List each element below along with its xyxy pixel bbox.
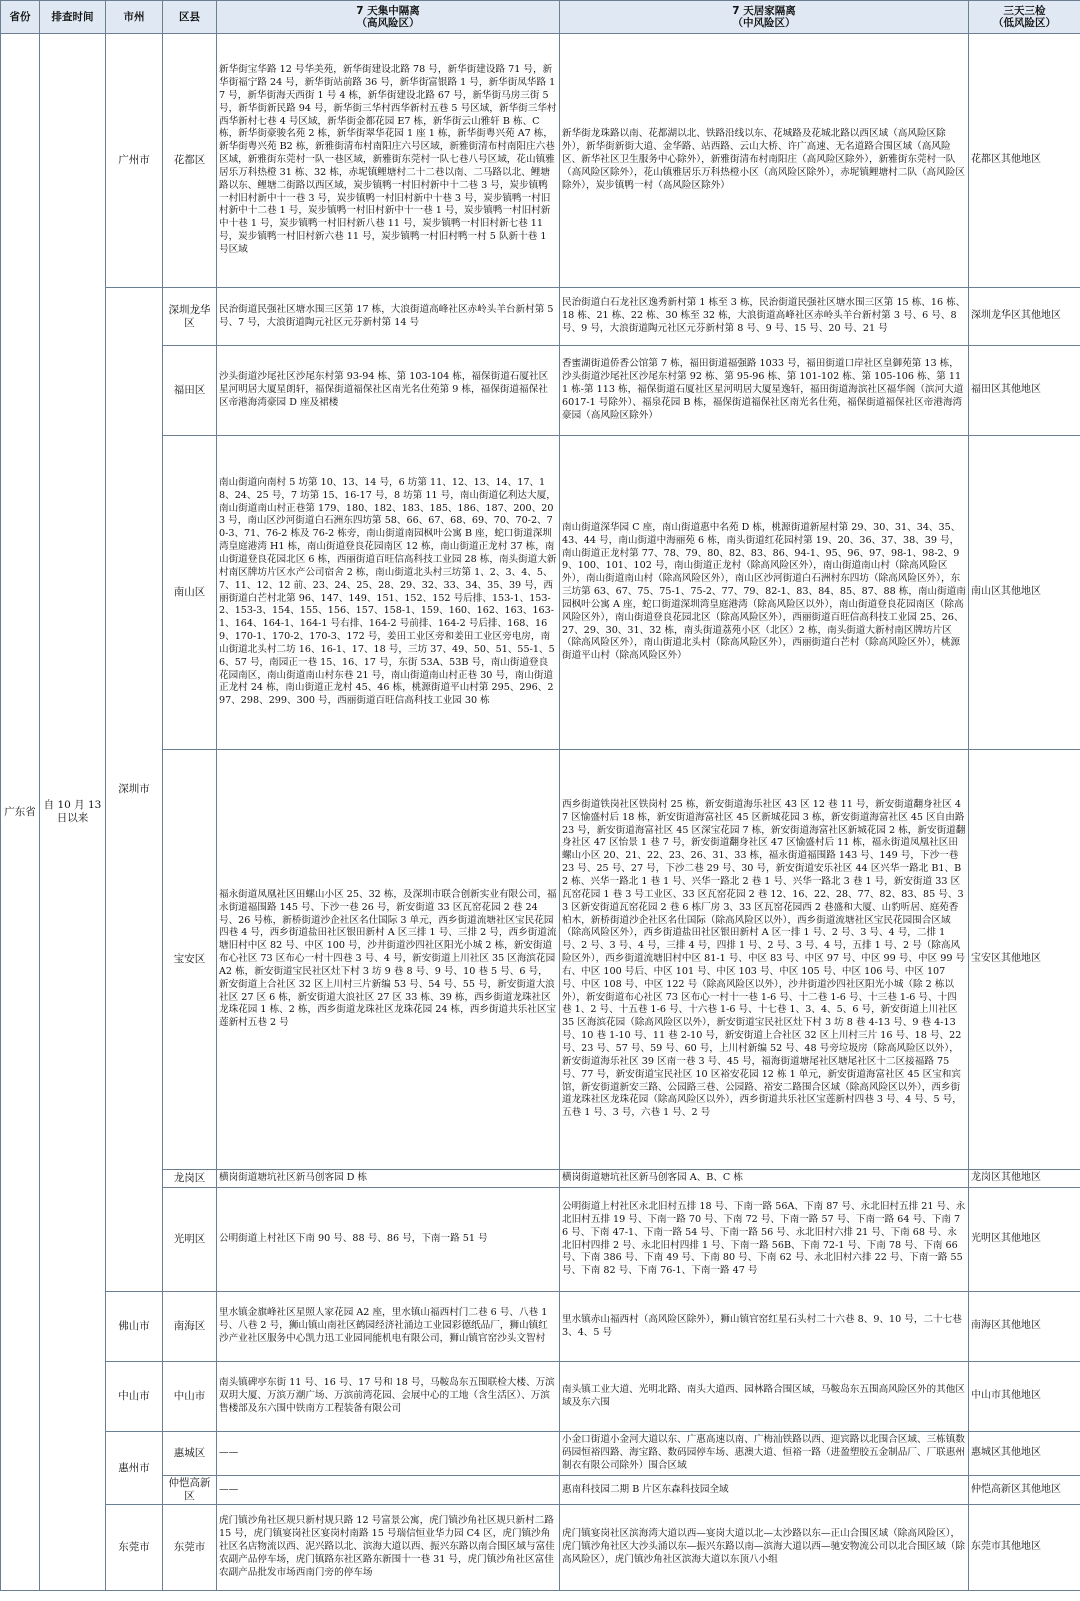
high-risk-cell: 横岗街道塘坑社区新马创客园 D 栋 (217, 1170, 560, 1188)
low-risk-cell: 南山区其他地区 (969, 436, 1080, 750)
low-risk-cell: 南海区其他地区 (969, 1292, 1080, 1362)
high-risk-cell: 里水镇金旗峰社区星照人家花园 A2 座，里水镇山福西村门二巷 6 号、八巷 1 号、八巷 2 号，狮山镇山南社区鹤园经济社涌边工业园彩德纸品厂，狮山镇红沙产业社区服务中心凯力迅工业园同能机电有限公司，狮山镇官窑沙头文智村 (217, 1292, 560, 1362)
district-cell: 福田区 (163, 346, 217, 436)
high-risk-cell: 沙头街道沙尾社区沙尾东村第 93-94 栋、第 103-104 栋，福保街道石厦社区星河明居大厦星朗轩，福保街道福保社区南光名仕苑第 9 栋，福保街道福保社区帝港海湾豪园 D 座及裙楼 (217, 346, 560, 436)
mid-risk-cell: 新华街龙珠路以南、花都湖以北、铁路沿线以东、花城路及花城北路以西区域（高风险区除外），新华街新街大道、金华路、站西路、云山大桥、许广高速、无名道路合围区域（高风险区、新华社区卫生服务中心除外），新雅街清布村南阳庄（高风险区除外），新雅街东莞村一队（高风险区除外），花山镇雅居乐万科热橙小区（高风险区除外），赤坭镇鲤塘村二队（高风险区除外），炭步镇鸭一村（高风险区除外） (560, 34, 969, 288)
header-high-risk: 7 天集中隔离 （高风险区） (217, 1, 560, 34)
high-risk-cell: 新华街宝华路 12 号华美苑，新华街建设北路 78 号，新华街建设路 71 号，新华街福宁路 24 号，新华街站前路 36 号，新华街富银路 1 号，新华街凤华路 17 号，新华街海天西街 1 号 4 栋，新华街建设北路 67 号，新华街马房三街 5 号，新华街新民路 94 号，新华街三华村西华新村五巷 5 号区域，新华街三华村西华新村七巷 4 号区域，新华街金都花园 E7 栋，新华街云山雅轩 B 栋、C 栋，新华街豪骏名苑 2 栋，新华街翠华花园 1 座 1 栋，新华街粤兴苑 A7 栋，新华街粤兴苑 B2 栋，新雅街清布村南阳庄六号区域，新雅街清布村南阳庄六巷区域，新雅街东莞村一队一巷区域，新雅街东莞村一队七巷八号区域，花山镇雅居乐万科热橙 31 栋、32 栋，赤坭镇鲤塘村二十二巷以南、二马路以北、鲤塘路以东、鲤塘二街路以西区域，炭步镇鸭一村旧村新中十二巷 3 号，炭步镇鸭一村旧村新中十一巷 3 号，炭步镇鸭一村旧村新中十巷 3 号，炭步镇鸭一村旧村新中十二巷 1 号，炭步镇鸭一村旧村新中十一巷 1 号，炭步镇鸭一村旧村新中十巷 1 号，炭步镇鸭一村旧村新八巷 11 号，炭步镇鸭一村旧村新七巷 11 号，炭步镇鸭一村旧村新六巷 11 号，炭步镇鸭一村旧村鸭一村 5 队新十巷 1 号区域 (217, 34, 560, 288)
district-cell: 东莞市 (163, 1505, 217, 1591)
mid-risk-cell: 香蜜湖街道侨香公馆第 7 栋，福田街道福强路 1033 号，福田街道口岸社区皇御苑第 13 栋，沙头街道沙尾社区沙尾东村第 92 栋、第 95-96 栋、第 101-102 栋、第 105-106 栋、第 111 栋-第 113 栋，福保街道石厦社区星河明居大厦星逸轩，福田街道海滨社区福华阁（滨河大道 6017-1 号除外）、福泉花园 B 栋，福保街道福保社区南光名仕苑，福保街道福保社区帝港海湾豪园（高风险区除外） (560, 346, 969, 436)
header-mid-risk: 7 天居家隔离 （中风险区） (560, 1, 969, 34)
district-cell: 花都区 (163, 34, 217, 288)
mid-risk-cell: 民治街道白石龙社区逸秀新村第 1 栋至 3 栋，民治街道民强社区塘水围三区第 15 栋、16 栋、18 栋、21 栋、22 栋、30 栋至 32 栋，大浪街道高峰社区赤岭头羊台新村第 3 号、6 号、8 号、9 号，大浪街道陶元社区元芬新村第 8 号、9 号、15 号、20 号、21 号 (560, 288, 969, 346)
mid-risk-cell: 西乡街道铁岗社区铁岗村 25 栋，新安街道海乐社区 43 区 12 巷 11 号，新安街道翻身社区 47 区愉盛村后 18 栋，新安街道海富社区 45 区新城花园 3 栋，新安街道海富社区 45 区自由路 23 号，新安街道海富社区 45 区深宝花园 7 栋，新安街道海富社区新城花园 2 栋，新安街道翻身社区 47 区怡景 1 巷 7 号，新安街道翻身社区 47 区愉盛村后 11 栋，福永街道凤凰社区田螺山小区 20、21、22、23、26、31、33 栋，福永街道福围路 143 号、149 号，下沙一巷 23 号、25 号、27 号，下沙二巷 29 号、30 号，新安街道安乐社区 44 区兴华一路北 B1、B2 栋、兴华一路北 1 巷 1 号、兴华一路北 2 巷 1 号、兴华一路北 3 巷 1 号，新安街道 33 区瓦窑花园 1 巷 3 号工业区、33 区瓦窑花园 2 巷 12、16、22、28、77、82、83、85 号、33 区新安街道瓦窑花园 2 巷 6 栋厂房 3、33 区瓦窑花园西 2 巷盛和大厦、山豹听居、庭苑香柏木，新桥街道沙企社区名仕国际（除高风险区以外），西乡街道流塘社区宝民花园围合区域（除高风险区外），西乡街道盐田社区银田新村 A 区一排 1 号、2 号、3 号、4 号，二排 1 号、2 号、3 号、4 号，三排 4 号，四排 1 号、2 号、3 号、4 号，五排 1 号、2 号（除高风险区外），西乡街道流塘旧村中区 81-1 号、中区 83 号、中区 97 号、中区 99 号、中区 99 号右、中区 100 号后、中区 101 号、中区 103 号、中区 105 号、中区 106 号、中区 107 号、中区 108 号、中区 122 号（除高风险区以外），沙井街道沙四社区阳光小城（除 2 栋以外），新安街道布心社区 73 区布心一村十一巷 1-6 号、十二巷 1-6 号、十三巷 1-6 号、十四巷 1、2 号、十五巷 1-6 号、十六巷 1-6 号、十七巷 1、3、4、5、6 号，新安街道上川社区 35 区海滨花园（除高风险区以外），新安街道宝民社区灶下村 3 坊 8 巷 4-13 号、9 巷 4-13 号、10 巷 1-10 号、11 巷 2-10 号，新安街道上合社区 32 区上川村三片 16 号、18 号、22 号、23 号、57 号、59 号、60 号，上川村新编 52 号、48 号旁垃圾房（除高风险区以外），新安街道海乐社区 39 区南一巷 3 号、45 号，福海街道塘尾社区塘尾社区十二区接福路 75 号、77 号，新安街道宝民社区 10 区裕安花园 12 栋 1 单元，新安街道海富社区 45 区宝和宾馆，新安街道新安三路、公园路三巷、公园路、裕安二路围合区域（除高风险区以外），西乡街道龙珠社区龙珠花园（除高风险区以外），西乡街道共乐社区宝莲新村四巷 3 号、4 号、5 号，五巷 1 号、3 号，六巷 1 号、2 号 (560, 750, 969, 1170)
city-cell: 惠州市 (106, 1432, 163, 1505)
table-row (1, 1292, 1080, 1362)
city-cell: 深圳市 (106, 288, 163, 1292)
district-cell: 南山区 (163, 436, 217, 750)
table-row (1, 1188, 1080, 1292)
mid-risk-cell: 横岗街道塘坑社区新马创客园 A、B、C 栋 (560, 1170, 969, 1188)
low-risk-cell: 福田区其他地区 (969, 346, 1080, 436)
province-cell: 广东省 (1, 34, 40, 1591)
table-row (1, 1505, 1080, 1591)
city-cell: 中山市 (106, 1362, 163, 1432)
table-row (1, 1170, 1080, 1188)
district-cell: 深圳龙华区 (163, 288, 217, 346)
mid-risk-cell: 里水镇赤山福西村（高风险区除外），狮山镇官窑红星石头村二十六巷 8、9、10 号，二十七巷 3、4、5 号 (560, 1292, 969, 1362)
high-risk-cell: 虎门镇沙角社区规只新村规只路 12 号富景公寓，虎门镇沙角社区规只新村二路 15 号，虎门镇宴岗社区宴岗村南路 15 号瑞信恒业华力园 C4 区，虎门镇沙角社区名店物流以西、泥兴路以北、滨海大道以西、振兴东路以南合围区域与富佳农副产品停车场，虎门镇路东社区路东新围十一巷 31 号，虎门镇沙角社区富佳农副产品批发市场西南门旁的停车场 (217, 1505, 560, 1591)
high-risk-cell: 福永街道凤凰社区田螺山小区 25、32 栋，及深圳市联合创新实业有限公司，福永街道福围路 145 号、下沙一巷 26 号，新安街道 33 区瓦窑花园 2 巷 24 号、26 号栋，新桥街道沙企社区名仕国际 3 单元，西乡街道流塘社区宝民花园四巷 4 号，西乡街道盐田社区银田新村 A 区三排 1 号、三排 2 号，西乡街道流塘旧村中区 82 号、中区 100 号，沙井街道沙四社区阳光小城 2 栋，新安街道布心社区 73 区布心一村十四巷 3 号、4 号，新安街道上川社区 35 区海滨花园 A2 栋，新安街道宝民社区灶下村 3 坊 9 巷 8 号、9 号、10 巷 5 号、6 号，新安街道上合社区 32 区上川村三片新编 53 号、54 号、55 号，新安街道大浪社区 27 区 6 栋，新安街道大浪社区 27 区 33 栋、39 栋，西乡街道龙珠社区龙珠花园 1 栋、2 栋，西乡街道龙珠社区龙珠花园 24 栋，西乡街道共乐社区宝莲新村五巷 2 号 (217, 750, 560, 1170)
low-risk-cell: 龙岗区其他地区 (969, 1170, 1080, 1188)
city-cell: 广州市 (106, 34, 163, 288)
mid-risk-cell: 南山街道深华园 C 座，南山街道惠中名苑 D 栋，桃源街道新屋村第 29、30、31、34、35、43、44 号，南山街道中海丽苑 6 栋，南头街道红花园村第 19、20、36、37、38、39 号，南山街道正龙村第 77、78、79、80、82、83、86、94-1、95、96、97、98-1、98-2、99、100、101、102 号，南山街道正龙村（除高风险区外），南山街道南山村（除高风险区外），南山街道南山村（除高风险区外），南山区沙河街道白石洲村东四坊（除高风险区外），东三坊第 63、67、75、75-1、75-2、77、79、82-1、83、84、85、87、88 栋，南山街道南园枫叶公寓 A 座，蛇口街道深圳湾皇庭港湾（除高风险区以外），南山街道登良花园南区（除高风险区外），南山街道登良花园北区（除高风险区外），西丽街道百旺信高科技工业园 25、26、27、29、30、31、32 栋，南头街道荔苑小区（北区）2 栋，南头街道大新村南区牌坊片区（除高风险区外），南山街道北头村（除高风险区外），西丽街道白芒村（除高风险区外），桃源街道平山村（除高风险区外） (560, 436, 969, 750)
mid-risk-cell: 公明街道上村社区永北旧村五排 18 号、下南一路 56A、下南 87 号、永北旧村五排 21 号、永北旧村五排 19 号、下南一路 70 号、下南 72 号、下南一路 57 号、下南一路 64 号、下南 76 号、下南 47-1、下南一路 54 号、下南一路 56 号、永北旧村六排 21 号、下南 68 号、永北旧村四排 2 号、永北旧村四排 1 号、下南一路 56B、下南 72-1 号、下南 78 号、下南 66 号、下南 386 号、下南 49 号、下南 80 号、下南 62 号、永北旧村六排 22 号、下南一路 55 号、下南 82 号、下南 76-1、下南一路 47 号 (560, 1188, 969, 1292)
table-row (1, 1362, 1080, 1432)
city-cell: 东莞市 (106, 1505, 163, 1591)
high-risk-cell: 民治街道民强社区塘水围三区第 17 栋，大浪街道高峰社区赤岭头羊台新村第 5 号、7 号，大浪街道陶元社区元芬新村第 14 号 (217, 288, 560, 346)
high-risk-cell: 南山街道向南村 5 坊第 10、13、14 号，6 坊第 11、12、13、14、17、18、24、25 号，7 坊第 15、16-17 号，8 坊第 11 号，南山街道亿利达大厦，南山街道南山村正巷第 179、180、182、183、185、186、187、200、203 号，南山区沙河街道白石洲东四坊第 58、66、67、68、69、70、70-2、70-3、71、76-2 栋及 76-2 栋旁，南山街道南园枫叶公寓 B 座，蛇口街道深圳湾皇庭港湾 H1 栋，南山街道登良花园南区 12 栋，南山街道正龙村 37 栋，南山街道登良花园北区 6 栋，西丽街道百旺信高科技工业园 28 栋，南头街道大新村南区牌坊片区水产公司宿舍 2 栋，南山街道北头村三坊第 1、2、3、4、5、7、11、12、12 前、23、24、25、28、29、32、33、34、35、39 号，西丽街道白芒村北第 96、147、149、151、152、152 号后排、153-1、153-2、153-3、154、155、156、157、158-1、159、160、162、163、163-1、164、164-1、164-1 号右排、164-2 号前排、164-2 号后排、168、169、170-1、170-2、170-3、172 号，姜田工业区旁和姜田工业区旁电房，南山街道北头村二坊 16、16-1、17、18 号，三坊 37、49、50、51、55-1、56、57 号，南园正一巷 15、16、17 号，东街 53A、53B 号，南山街道登良花园南区，南山街道南山村东巷 21 号，南山街道南山村正巷 30 号，南山街道正龙村 24 栋，南山街道正龙村 45、46 栋，桃源街道平山村第 295、296、297、298、299、300 号，西丽街道百旺信高科技工业园 30 栋 (217, 436, 560, 750)
low-risk-cell: 深圳龙华区其他地区 (969, 288, 1080, 346)
district-cell: 宝安区 (163, 750, 217, 1170)
table-row (1, 436, 1080, 750)
table-row (1, 346, 1080, 436)
table-row (1, 34, 1080, 288)
low-risk-cell: 惠城区其他地区 (969, 1432, 1080, 1476)
low-risk-cell: 仲恺高新区其他地区 (969, 1476, 1080, 1505)
district-cell: 光明区 (163, 1188, 217, 1292)
high-risk-cell: 南头镇碑亭东街 11 号、16 号、17 号和 18 号，马鞍岛东五围联检大楼、万滨双玥大厦、万滨万潮广场、万滨前湾花园、会展中心的工地（含生活区）、万滨售楼部及东六围中铁南方工程装备有限公司 (217, 1362, 560, 1432)
low-risk-cell: 中山市其他地区 (969, 1362, 1080, 1432)
mid-risk-cell: 南头镇工业大道、光明北路、南头大道西、园林路合围区域，马鞍岛东五围高风险区外的其他区域及东六围 (560, 1362, 969, 1432)
header-district: 区县 (163, 1, 217, 34)
header-time: 排查时间 (40, 1, 106, 34)
table-row (1, 1432, 1080, 1476)
district-cell: 仲恺高新区 (163, 1476, 217, 1505)
high-risk-cell: —— (217, 1476, 560, 1505)
mid-risk-cell: 虎门镇宴岗社区滨海湾大道以西—宴岗大道以北—太沙路以东—正山合围区域（除高风险区），虎门镇沙角社区大沙头涌以东—振兴东路以南—滨海大道以西—驰安物流公司以北合围区域（除高风险区），虎门镇沙角社区滨海大道以东顶八小组 (560, 1505, 969, 1591)
high-risk-cell: —— (217, 1432, 560, 1476)
district-cell: 龙岗区 (163, 1170, 217, 1188)
district-cell: 中山市 (163, 1362, 217, 1432)
table-row (1, 750, 1080, 1170)
header-city: 市州 (106, 1, 163, 34)
low-risk-cell: 光明区其他地区 (969, 1188, 1080, 1292)
header-low-risk: 三天三检 （低风险区） (969, 1, 1080, 34)
low-risk-cell: 花都区其他地区 (969, 34, 1080, 288)
header-province: 省份 (1, 1, 40, 34)
mid-risk-cell: 小金口街道小金河大道以东、广惠高速以南、广梅汕铁路以西、迎宾路以北围合区域、三栋镇数码园恒裕四路、海宝路、数码园停车场、惠澳大道、恒裕一路（进盈塑胶五金制品厂、厂联惠州制衣有限公司除外）围合区域 (560, 1432, 969, 1476)
mid-risk-cell: 惠南科技园二期 B 片区东森科技园全域 (560, 1476, 969, 1505)
high-risk-cell: 公明街道上村社区下南 90 号、88 号、86 号，下南一路 51 号 (217, 1188, 560, 1292)
low-risk-cell: 宝安区其他地区 (969, 750, 1080, 1170)
table-row (1, 288, 1080, 346)
low-risk-cell: 东莞市其他地区 (969, 1505, 1080, 1591)
district-cell: 惠城区 (163, 1432, 217, 1476)
table-row (1, 1476, 1080, 1505)
city-cell: 佛山市 (106, 1292, 163, 1362)
district-cell: 南海区 (163, 1292, 217, 1362)
header-row (1, 1, 1080, 34)
time-cell: 自 10 月 13 日以来 (40, 34, 106, 1591)
